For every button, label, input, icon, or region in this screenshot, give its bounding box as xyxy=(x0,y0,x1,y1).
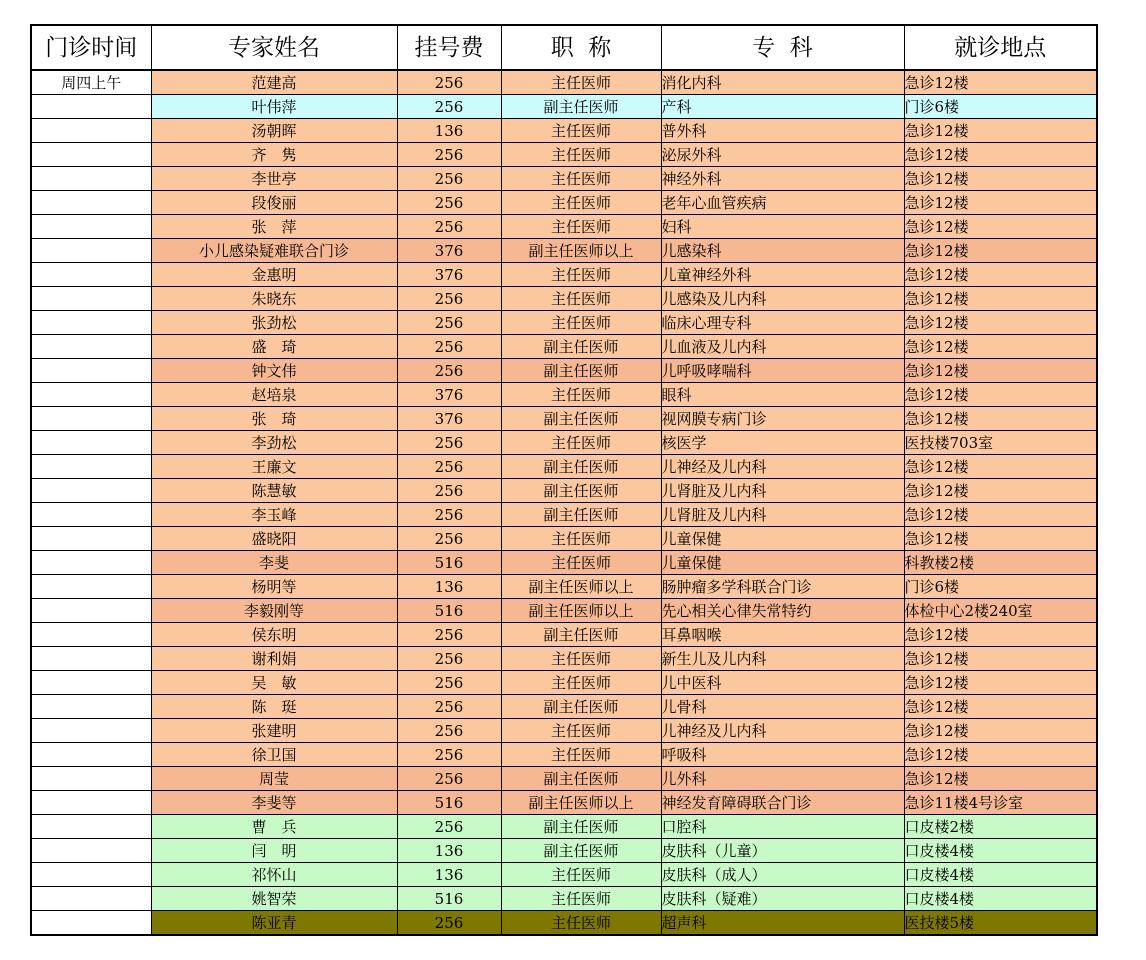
cell-department: 儿神经及儿内科 xyxy=(661,455,904,479)
cell-department: 耳鼻咽喉 xyxy=(661,623,904,647)
cell-fee: 136 xyxy=(397,839,501,863)
cell-title: 主任医师 xyxy=(501,671,661,695)
cell-department: 口腔科 xyxy=(661,815,904,839)
cell-title: 主任医师 xyxy=(501,119,661,143)
cell-location: 急诊12楼 xyxy=(904,287,1097,311)
cell-title: 副主任医师 xyxy=(501,839,661,863)
cell-location: 急诊12楼 xyxy=(904,70,1097,95)
cell-title: 主任医师 xyxy=(501,527,661,551)
cell-time xyxy=(31,839,151,863)
table-row xyxy=(31,743,1097,767)
cell-expert-name: 盛晓阳 xyxy=(151,527,397,551)
table-row xyxy=(31,455,1097,479)
cell-fee: 136 xyxy=(397,119,501,143)
table-row xyxy=(31,839,1097,863)
cell-time xyxy=(31,767,151,791)
header-time: 门诊时间 xyxy=(31,25,151,70)
table-row xyxy=(31,575,1097,599)
cell-expert-name: 李玉峰 xyxy=(151,503,397,527)
cell-department: 呼吸科 xyxy=(661,743,904,767)
cell-expert-name: 李毅刚等 xyxy=(151,599,397,623)
cell-location: 急诊12楼 xyxy=(904,167,1097,191)
cell-department: 神经外科 xyxy=(661,167,904,191)
cell-department: 儿外科 xyxy=(661,767,904,791)
cell-fee: 256 xyxy=(397,479,501,503)
cell-expert-name: 李劲松 xyxy=(151,431,397,455)
cell-department: 儿呼吸哮喘科 xyxy=(661,359,904,383)
cell-fee: 256 xyxy=(397,719,501,743)
cell-expert-name: 段俊丽 xyxy=(151,191,397,215)
cell-expert-name: 钟文伟 xyxy=(151,359,397,383)
cell-department: 新生儿及儿内科 xyxy=(661,647,904,671)
cell-location: 急诊12楼 xyxy=(904,455,1097,479)
table-row xyxy=(31,431,1097,455)
table-row xyxy=(31,191,1097,215)
cell-expert-name: 陈慧敏 xyxy=(151,479,397,503)
cell-time xyxy=(31,503,151,527)
cell-fee: 256 xyxy=(397,335,501,359)
cell-time xyxy=(31,647,151,671)
cell-fee: 256 xyxy=(397,503,501,527)
cell-title: 副主任医师以上 xyxy=(501,575,661,599)
cell-expert-name: 闫 明 xyxy=(151,839,397,863)
cell-department: 儿骨科 xyxy=(661,695,904,719)
cell-fee: 256 xyxy=(397,191,501,215)
cell-title: 主任医师 xyxy=(501,143,661,167)
cell-expert-name: 王廉文 xyxy=(151,455,397,479)
cell-location: 急诊12楼 xyxy=(904,407,1097,431)
cell-time xyxy=(31,599,151,623)
cell-time xyxy=(31,455,151,479)
cell-time xyxy=(31,815,151,839)
cell-title: 副主任医师 xyxy=(501,335,661,359)
cell-location: 急诊12楼 xyxy=(904,263,1097,287)
cell-time xyxy=(31,911,151,936)
cell-fee: 256 xyxy=(397,911,501,936)
cell-time xyxy=(31,575,151,599)
cell-title: 副主任医师 xyxy=(501,503,661,527)
cell-expert-name: 曹 兵 xyxy=(151,815,397,839)
cell-title: 主任医师 xyxy=(501,287,661,311)
cell-location: 急诊11楼4号诊室 xyxy=(904,791,1097,815)
cell-fee: 376 xyxy=(397,239,501,263)
cell-location: 急诊12楼 xyxy=(904,719,1097,743)
cell-expert-name: 叶伟萍 xyxy=(151,95,397,119)
cell-location: 急诊12楼 xyxy=(904,527,1097,551)
cell-fee: 256 xyxy=(397,287,501,311)
cell-department: 泌尿外科 xyxy=(661,143,904,167)
cell-location: 急诊12楼 xyxy=(904,767,1097,791)
cell-fee: 256 xyxy=(397,70,501,95)
cell-title: 副主任医师以上 xyxy=(501,599,661,623)
cell-fee: 256 xyxy=(397,167,501,191)
table-row xyxy=(31,863,1097,887)
cell-time xyxy=(31,359,151,383)
cell-department: 消化内科 xyxy=(661,70,904,95)
cell-department: 普外科 xyxy=(661,119,904,143)
cell-location: 门诊6楼 xyxy=(904,95,1097,119)
cell-fee: 516 xyxy=(397,887,501,911)
cell-location: 口皮楼2楼 xyxy=(904,815,1097,839)
cell-expert-name: 李斐等 xyxy=(151,791,397,815)
cell-fee: 256 xyxy=(397,743,501,767)
cell-time xyxy=(31,791,151,815)
table-row xyxy=(31,359,1097,383)
cell-fee: 376 xyxy=(397,263,501,287)
cell-title: 副主任医师 xyxy=(501,695,661,719)
cell-fee: 256 xyxy=(397,815,501,839)
cell-time xyxy=(31,671,151,695)
cell-time xyxy=(31,407,151,431)
table-row xyxy=(31,791,1097,815)
table-row xyxy=(31,911,1097,936)
cell-location: 口皮楼4楼 xyxy=(904,863,1097,887)
cell-expert-name: 张建明 xyxy=(151,719,397,743)
clinic-schedule-table xyxy=(30,24,1098,936)
cell-expert-name: 陈亚青 xyxy=(151,911,397,936)
cell-fee: 256 xyxy=(397,527,501,551)
cell-department: 儿感染科 xyxy=(661,239,904,263)
cell-fee: 256 xyxy=(397,695,501,719)
cell-time xyxy=(31,863,151,887)
cell-expert-name: 李世亭 xyxy=(151,167,397,191)
cell-location: 口皮楼4楼 xyxy=(904,839,1097,863)
cell-location: 急诊12楼 xyxy=(904,335,1097,359)
cell-time xyxy=(31,527,151,551)
cell-title: 主任医师 xyxy=(501,215,661,239)
cell-fee: 516 xyxy=(397,791,501,815)
cell-location: 急诊12楼 xyxy=(904,119,1097,143)
cell-fee: 376 xyxy=(397,407,501,431)
cell-location: 急诊12楼 xyxy=(904,503,1097,527)
cell-time xyxy=(31,119,151,143)
cell-expert-name: 汤朝晖 xyxy=(151,119,397,143)
table-row xyxy=(31,527,1097,551)
cell-time xyxy=(31,383,151,407)
header-place: 就诊地点 xyxy=(904,25,1097,70)
table-row xyxy=(31,479,1097,503)
cell-department: 儿中医科 xyxy=(661,671,904,695)
cell-title: 副主任医师 xyxy=(501,815,661,839)
cell-fee: 516 xyxy=(397,599,501,623)
cell-fee: 256 xyxy=(397,455,501,479)
cell-title: 副主任医师 xyxy=(501,407,661,431)
table-row xyxy=(31,143,1097,167)
cell-fee: 516 xyxy=(397,551,501,575)
cell-title: 主任医师 xyxy=(501,887,661,911)
cell-department: 儿感染及儿内科 xyxy=(661,287,904,311)
cell-location: 门诊6楼 xyxy=(904,575,1097,599)
table-row xyxy=(31,887,1097,911)
cell-expert-name: 侯东明 xyxy=(151,623,397,647)
cell-time xyxy=(31,431,151,455)
cell-department: 儿血液及儿内科 xyxy=(661,335,904,359)
cell-time xyxy=(31,239,151,263)
table-row xyxy=(31,815,1097,839)
cell-expert-name: 杨明等 xyxy=(151,575,397,599)
cell-department: 儿神经及儿内科 xyxy=(661,719,904,743)
cell-department: 老年心血管疾病 xyxy=(661,191,904,215)
cell-title: 主任医师 xyxy=(501,863,661,887)
header-name: 专家姓名 xyxy=(151,25,397,70)
table-row xyxy=(31,407,1097,431)
cell-title: 主任医师 xyxy=(501,743,661,767)
header-row xyxy=(31,25,1097,70)
table-row xyxy=(31,551,1097,575)
table-row xyxy=(31,215,1097,239)
table-row xyxy=(31,647,1097,671)
table-row xyxy=(31,335,1097,359)
cell-time xyxy=(31,695,151,719)
table-row xyxy=(31,695,1097,719)
cell-expert-name: 吴 敏 xyxy=(151,671,397,695)
cell-expert-name: 赵培泉 xyxy=(151,383,397,407)
cell-location: 急诊12楼 xyxy=(904,311,1097,335)
cell-location: 急诊12楼 xyxy=(904,359,1097,383)
cell-expert-name: 李斐 xyxy=(151,551,397,575)
table-row xyxy=(31,239,1097,263)
cell-department: 肠肿瘤多学科联合门诊 xyxy=(661,575,904,599)
cell-title: 主任医师 xyxy=(501,383,661,407)
cell-department: 儿肾脏及儿内科 xyxy=(661,503,904,527)
cell-expert-name: 朱晓东 xyxy=(151,287,397,311)
cell-fee: 256 xyxy=(397,767,501,791)
cell-expert-name: 陈 珽 xyxy=(151,695,397,719)
cell-location: 急诊12楼 xyxy=(904,623,1097,647)
cell-expert-name: 范建高 xyxy=(151,70,397,95)
cell-location: 急诊12楼 xyxy=(904,239,1097,263)
cell-fee: 256 xyxy=(397,95,501,119)
cell-title: 副主任医师 xyxy=(501,479,661,503)
cell-title: 副主任医师 xyxy=(501,767,661,791)
cell-time xyxy=(31,95,151,119)
cell-time xyxy=(31,623,151,647)
cell-department: 儿童神经外科 xyxy=(661,263,904,287)
cell-department: 临床心理专科 xyxy=(661,311,904,335)
cell-title: 主任医师 xyxy=(501,551,661,575)
cell-time xyxy=(31,143,151,167)
cell-title: 主任医师 xyxy=(501,719,661,743)
cell-department: 神经发育障碍联合门诊 xyxy=(661,791,904,815)
cell-expert-name: 小儿感染疑难联合门诊 xyxy=(151,239,397,263)
cell-expert-name: 祁怀山 xyxy=(151,863,397,887)
cell-location: 急诊12楼 xyxy=(904,479,1097,503)
cell-title: 副主任医师以上 xyxy=(501,791,661,815)
cell-expert-name: 周莹 xyxy=(151,767,397,791)
cell-department: 妇科 xyxy=(661,215,904,239)
cell-fee: 376 xyxy=(397,383,501,407)
cell-fee: 256 xyxy=(397,311,501,335)
cell-title: 副主任医师 xyxy=(501,455,661,479)
cell-fee: 256 xyxy=(397,359,501,383)
cell-time xyxy=(31,479,151,503)
cell-title: 主任医师 xyxy=(501,263,661,287)
cell-department: 先心相关心律失常特约 xyxy=(661,599,904,623)
cell-title: 主任医师 xyxy=(501,431,661,455)
cell-location: 急诊12楼 xyxy=(904,671,1097,695)
cell-location: 口皮楼4楼 xyxy=(904,887,1097,911)
cell-department: 眼科 xyxy=(661,383,904,407)
cell-fee: 136 xyxy=(397,863,501,887)
cell-expert-name: 盛 琦 xyxy=(151,335,397,359)
cell-location: 急诊12楼 xyxy=(904,383,1097,407)
cell-title: 主任医师 xyxy=(501,167,661,191)
cell-location: 急诊12楼 xyxy=(904,215,1097,239)
cell-fee: 256 xyxy=(397,143,501,167)
cell-expert-name: 徐卫国 xyxy=(151,743,397,767)
cell-location: 急诊12楼 xyxy=(904,743,1097,767)
cell-title: 副主任医师以上 xyxy=(501,239,661,263)
cell-title: 主任医师 xyxy=(501,647,661,671)
cell-fee: 256 xyxy=(397,215,501,239)
cell-time xyxy=(31,215,151,239)
cell-expert-name: 张 萍 xyxy=(151,215,397,239)
cell-department: 儿童保健 xyxy=(661,527,904,551)
cell-department: 视网膜专病门诊 xyxy=(661,407,904,431)
table-row xyxy=(31,383,1097,407)
cell-time xyxy=(31,335,151,359)
cell-location: 体检中心2楼240室 xyxy=(904,599,1097,623)
cell-location: 科教楼2楼 xyxy=(904,551,1097,575)
table-row xyxy=(31,287,1097,311)
cell-time xyxy=(31,719,151,743)
table-row xyxy=(31,623,1097,647)
cell-department: 皮肤科（成人） xyxy=(661,863,904,887)
table-row xyxy=(31,311,1097,335)
cell-time xyxy=(31,263,151,287)
cell-time xyxy=(31,287,151,311)
cell-expert-name: 金惠明 xyxy=(151,263,397,287)
cell-title: 主任医师 xyxy=(501,191,661,215)
cell-location: 急诊12楼 xyxy=(904,191,1097,215)
cell-title: 副主任医师 xyxy=(501,95,661,119)
cell-title: 主任医师 xyxy=(501,911,661,936)
header-dept: 专 科 xyxy=(661,25,904,70)
cell-title: 副主任医师 xyxy=(501,359,661,383)
table-row xyxy=(31,95,1097,119)
cell-title: 主任医师 xyxy=(501,70,661,95)
cell-expert-name: 姚智荣 xyxy=(151,887,397,911)
cell-time: 周四上午 xyxy=(31,70,151,95)
cell-fee: 256 xyxy=(397,647,501,671)
cell-department: 超声科 xyxy=(661,911,904,936)
cell-time xyxy=(31,743,151,767)
cell-location: 医技楼5楼 xyxy=(904,911,1097,936)
cell-department: 儿童保健 xyxy=(661,551,904,575)
header-fee: 挂号费 xyxy=(397,25,501,70)
header-title: 职 称 xyxy=(501,25,661,70)
table-row xyxy=(31,719,1097,743)
cell-title: 主任医师 xyxy=(501,311,661,335)
cell-expert-name: 谢利娟 xyxy=(151,647,397,671)
table-row xyxy=(31,767,1097,791)
cell-time xyxy=(31,887,151,911)
table-row xyxy=(31,70,1097,95)
cell-expert-name: 张劲松 xyxy=(151,311,397,335)
cell-time xyxy=(31,167,151,191)
cell-time xyxy=(31,311,151,335)
cell-location: 急诊12楼 xyxy=(904,647,1097,671)
cell-fee: 136 xyxy=(397,575,501,599)
cell-department: 产科 xyxy=(661,95,904,119)
cell-fee: 256 xyxy=(397,671,501,695)
table-row xyxy=(31,671,1097,695)
cell-department: 儿肾脏及儿内科 xyxy=(661,479,904,503)
cell-location: 急诊12楼 xyxy=(904,695,1097,719)
table-row xyxy=(31,263,1097,287)
cell-expert-name: 张 琦 xyxy=(151,407,397,431)
cell-department: 皮肤科（疑难） xyxy=(661,887,904,911)
cell-time xyxy=(31,191,151,215)
cell-fee: 256 xyxy=(397,623,501,647)
cell-time xyxy=(31,551,151,575)
table-row xyxy=(31,599,1097,623)
cell-department: 皮肤科（儿童） xyxy=(661,839,904,863)
cell-location: 医技楼703室 xyxy=(904,431,1097,455)
table-row xyxy=(31,503,1097,527)
table-row xyxy=(31,119,1097,143)
cell-fee: 256 xyxy=(397,431,501,455)
cell-title: 副主任医师 xyxy=(501,623,661,647)
cell-location: 急诊12楼 xyxy=(904,143,1097,167)
table-row xyxy=(31,167,1097,191)
cell-expert-name: 齐 隽 xyxy=(151,143,397,167)
cell-department: 核医学 xyxy=(661,431,904,455)
